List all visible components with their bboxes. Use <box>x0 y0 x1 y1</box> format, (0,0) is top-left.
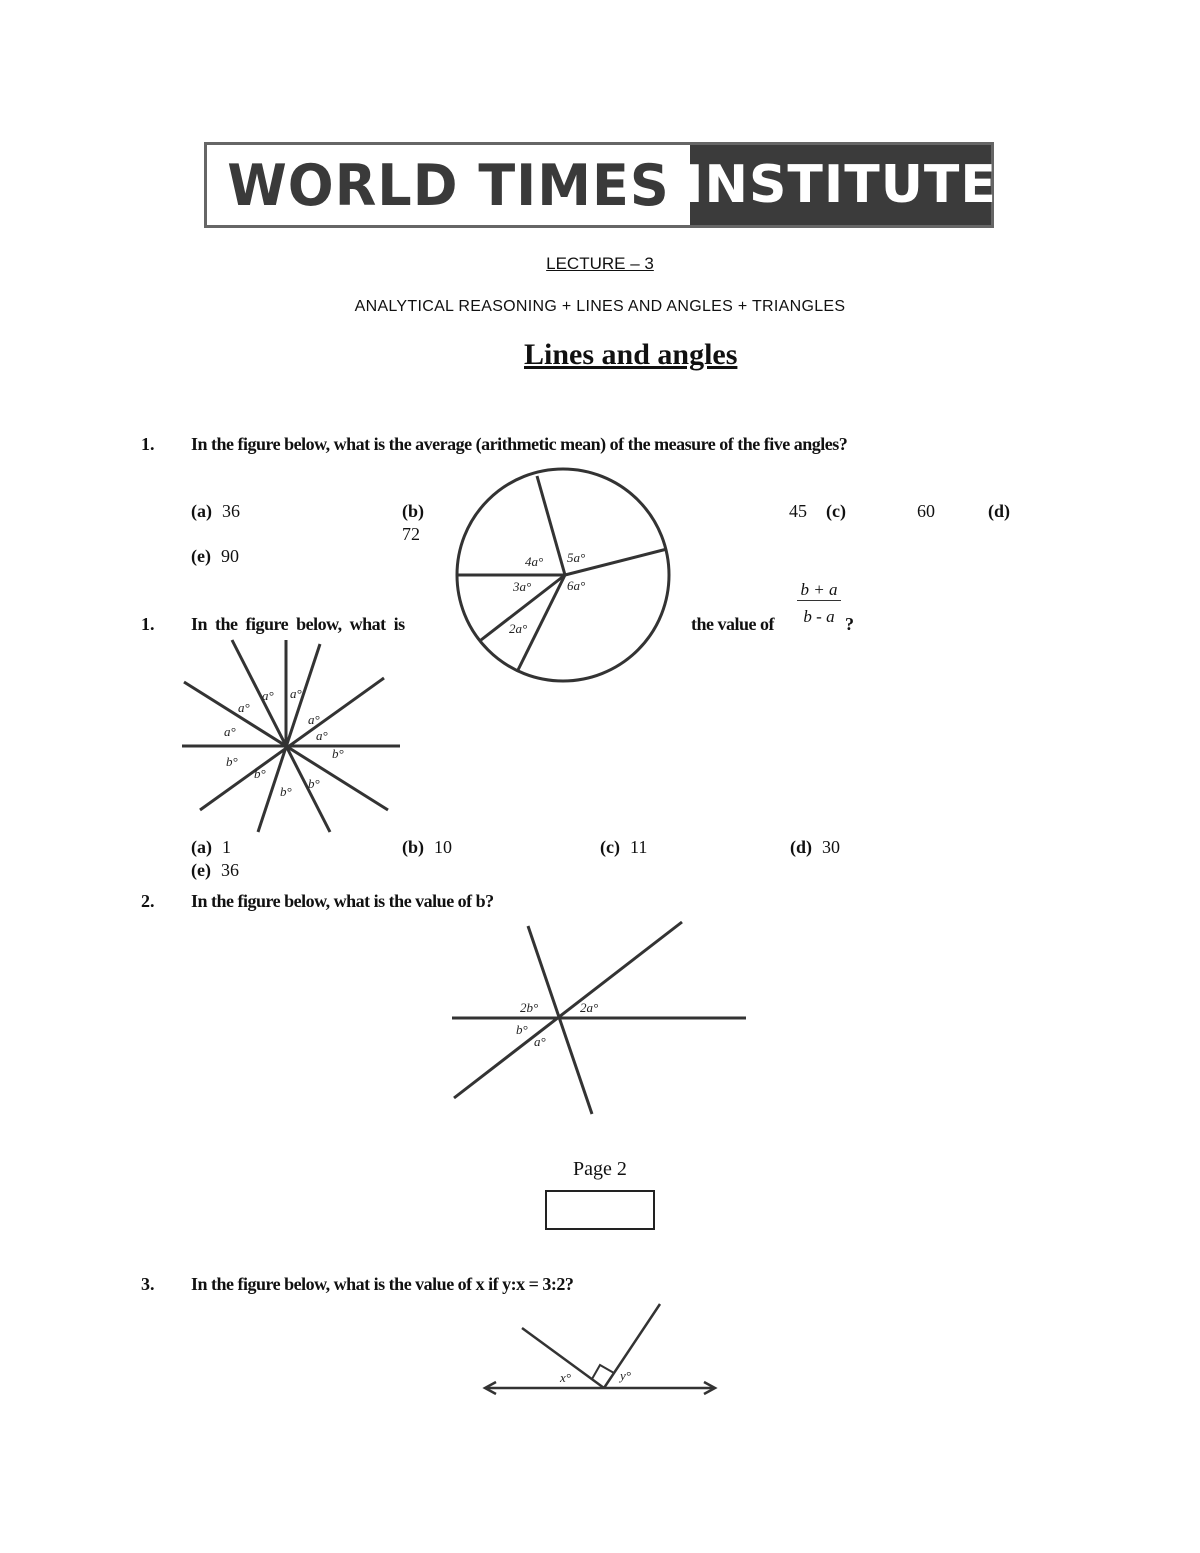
fraction-numerator: b + a <box>797 580 841 601</box>
lecture-heading <box>0 254 1200 274</box>
star-lines-figure <box>180 636 405 836</box>
angle-label-2a-q2: 2a° <box>580 1000 599 1015</box>
angle-label-y: y° <box>620 1368 631 1383</box>
q1b-option-b-value: 10 <box>434 837 452 857</box>
question-1-number: 1. <box>141 434 155 454</box>
q1-option-b-label: (b) <box>402 501 424 521</box>
question-1b-text-right: the value of <box>691 614 774 634</box>
star-label-a1: a° <box>238 700 250 715</box>
q1-option-b-value: 72 <box>402 524 420 544</box>
angle-label-6a: 6a° <box>567 578 586 593</box>
question-1-text: In the figure below, what is the average (arithmetic mean) of the measure of the five angles? <box>191 434 848 454</box>
section-title: Lines and angles <box>524 338 738 371</box>
q1b-option-e <box>191 860 239 881</box>
question-1b-number: 1. <box>141 614 155 634</box>
q1b-option-e-value: 36 <box>220 860 239 880</box>
institute-logo <box>204 142 997 228</box>
q1-option-c-value: 60 <box>917 501 935 521</box>
q1b-option-e-label: (e) <box>191 860 211 880</box>
angle-label-3a: 3a° <box>513 579 532 594</box>
page-number: Page 2 <box>573 1158 627 1180</box>
question-2-number: 2. <box>141 891 155 911</box>
q1-option-d <box>988 501 1020 522</box>
q1b-option-c-label: (c) <box>600 837 620 857</box>
q1b-option-d-value: 30 <box>822 837 840 857</box>
star-label-a5: a° <box>316 728 328 743</box>
q1b-option-c <box>600 837 647 858</box>
right-angle-figure <box>480 1300 720 1400</box>
angle-label-5a: 5a° <box>567 550 586 565</box>
circle-angles-figure <box>455 470 675 680</box>
q1b-option-a-value: 1 <box>222 837 231 857</box>
star-label-b1: b° <box>226 754 238 769</box>
intersecting-lines-figure <box>450 920 750 1120</box>
lecture-number: LECTURE – 3 <box>546 254 654 273</box>
q1b-option-b <box>402 837 452 858</box>
page-box <box>545 1190 655 1230</box>
q1-option-b <box>402 501 434 522</box>
star-label-a6: a° <box>224 724 236 739</box>
q1-option-a-label: (a) <box>191 501 212 521</box>
angle-label-a-q2: a° <box>534 1034 546 1049</box>
q1b-option-a-label: (a) <box>191 837 212 857</box>
angle-label-2b: 2b° <box>520 1000 539 1015</box>
star-label-a3: a° <box>290 686 302 701</box>
logo-right-text: INSTITUTE <box>690 145 991 225</box>
q1-option-c <box>826 501 856 522</box>
question-2-text: In the figure below, what is the value of b? <box>191 891 494 911</box>
q1-option-e <box>191 546 239 567</box>
question-3-text: In the figure below, what is the value of x if y:x = 3:2? <box>191 1274 574 1294</box>
q1b-option-a <box>191 837 231 858</box>
steep-line <box>528 926 592 1114</box>
q1-option-c-label: (c) <box>826 501 846 521</box>
diagonal-line <box>454 922 682 1098</box>
angle-label-4a: 4a° <box>525 554 544 569</box>
q1-option-a-value: 36 <box>222 501 240 521</box>
q1b-option-c-value: 11 <box>629 837 648 857</box>
question-1b-text-left: In the figure below, what is <box>191 614 405 634</box>
q1-option-d-label: (d) <box>988 501 1010 521</box>
star-label-b2: b° <box>332 746 344 761</box>
angle-label-2a: 2a° <box>509 621 528 636</box>
q1-option-e-label: (e) <box>191 546 211 566</box>
question-1b-mark: ? <box>845 614 854 634</box>
lecture-subtitle: ANALYTICAL REASONING + LINES AND ANGLES + TRIANGLES <box>354 298 846 315</box>
star-label-a4: a° <box>308 712 320 727</box>
angle-label-b-q2: b° <box>516 1022 528 1037</box>
star-label-a2: a° <box>262 688 274 703</box>
angle-label-x: x° <box>560 1370 571 1385</box>
question-3-number: 3. <box>141 1274 155 1294</box>
star-label-b4: b° <box>280 784 292 799</box>
star-label-b3: b° <box>254 766 266 781</box>
q1b-option-d-label: (d) <box>790 837 812 857</box>
q1-option-d-value: 45 <box>789 501 807 521</box>
q1b-option-d <box>790 837 840 858</box>
q1b-option-b-label: (b) <box>402 837 424 857</box>
fraction-denominator: b - a <box>803 607 835 626</box>
q1-option-e-value: 90 <box>220 546 239 566</box>
right-ray <box>604 1304 660 1388</box>
logo-left-text: WORLD TIMES <box>227 151 670 219</box>
q1-option-a <box>191 501 240 522</box>
star-label-b5: b° <box>308 776 320 791</box>
star-line-4 <box>258 644 320 832</box>
